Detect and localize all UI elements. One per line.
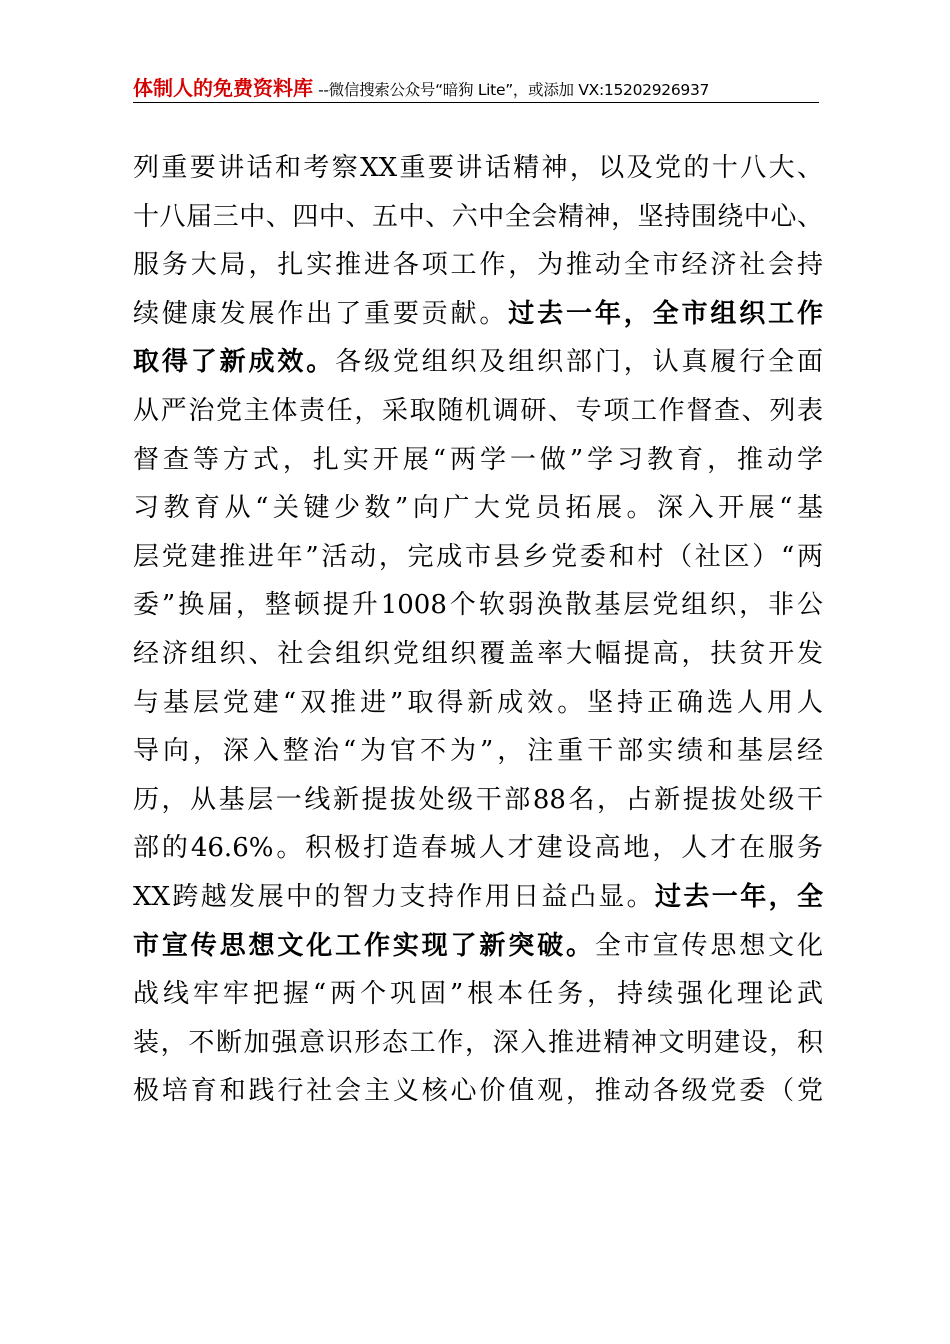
text-segment: 历，从基层一线新提拔处级干部88名，占新提拔处级干 bbox=[133, 784, 823, 815]
text-segment: 各级党组织及组织部门，认真履行全面 bbox=[335, 347, 823, 378]
text-segment: 与基层党建“双推进”取得新成效。坚持正确选人用人 bbox=[133, 687, 823, 718]
text-line bbox=[133, 1067, 823, 1116]
text-segment: 导向，深入整治“为官不为”，注重干部实绩和基层经 bbox=[133, 736, 823, 767]
text-line bbox=[133, 338, 823, 387]
text-line bbox=[133, 436, 823, 485]
text-segment: 督查等方式，扎实开展“两学一做”学习教育，推动学 bbox=[133, 444, 823, 475]
text-line bbox=[133, 581, 823, 630]
text-segment: 从严治党主体责任，采取随机调研、专项工作督查、列表 bbox=[133, 395, 823, 426]
text-line bbox=[133, 679, 823, 728]
header-brand: 体制人的免费资料库 bbox=[133, 76, 313, 100]
text-segment: XX跨越发展中的智力支持作用日益凸显。 bbox=[133, 881, 656, 912]
page-header bbox=[133, 72, 819, 103]
bold-text-segment: 取得了新成效。 bbox=[133, 347, 336, 378]
text-line bbox=[133, 922, 823, 971]
text-line bbox=[133, 484, 823, 533]
text-segment: 十八届三中、四中、五中、六中全会精神，坚持围绕中心、 bbox=[133, 201, 823, 232]
text-segment: 续健康发展作出了重要贡献。 bbox=[133, 298, 509, 329]
body-text bbox=[133, 144, 823, 1116]
text-line bbox=[133, 387, 823, 436]
text-segment: 列重要讲话和考察XX重要讲话精神，以及党的十八大、 bbox=[133, 153, 823, 183]
bold-text-segment: 过去一年，全市组织工作 bbox=[508, 298, 823, 329]
text-line bbox=[133, 970, 823, 1019]
text-segment: 极培育和践行社会主义核心价值观，推动各级党委（党 bbox=[133, 1076, 823, 1107]
bold-text-segment: 过去一年，全 bbox=[655, 881, 823, 912]
text-line bbox=[133, 193, 823, 242]
bold-text-segment: 市宣传思想文化工作实现了新突破。 bbox=[133, 930, 595, 961]
text-line bbox=[133, 144, 823, 193]
text-segment: 经济组织、社会组织党组织覆盖率大幅提高，扶贫开发 bbox=[133, 638, 823, 669]
text-line bbox=[133, 630, 823, 679]
text-segment: 部的46.6%。积极打造春城人才建设高地，人才在服务 bbox=[133, 833, 823, 864]
text-line bbox=[133, 241, 823, 290]
text-line bbox=[133, 824, 823, 873]
text-segment: 层党建推进年”活动，完成市县乡党委和村（社区）“两 bbox=[133, 541, 823, 572]
text-segment: 服务大局，扎实推进各项工作，为推动全市经济社会持 bbox=[133, 250, 823, 281]
text-segment: 习教育从“关键少数”向广大党员拓展。深入开展“基 bbox=[133, 493, 823, 524]
text-segment: 全市宣传思想文化 bbox=[594, 930, 823, 961]
text-line bbox=[133, 533, 823, 582]
header-contact: --微信搜索公众号“暗狗 Lite”，或添加 VX:15202926937 bbox=[318, 81, 710, 99]
text-segment: 战线牢牢把握“两个巩固”根本任务，持续强化理论武 bbox=[133, 979, 823, 1010]
text-segment: 装，不断加强意识形态工作，深入推进精神文明建设，积 bbox=[133, 1027, 823, 1058]
text-line bbox=[133, 727, 823, 776]
text-line bbox=[133, 776, 823, 825]
text-line bbox=[133, 1019, 823, 1068]
text-segment: 委”换届，整顿提升1008个软弱涣散基层党组织，非公 bbox=[133, 590, 823, 621]
text-line bbox=[133, 873, 823, 922]
text-line bbox=[133, 290, 823, 339]
